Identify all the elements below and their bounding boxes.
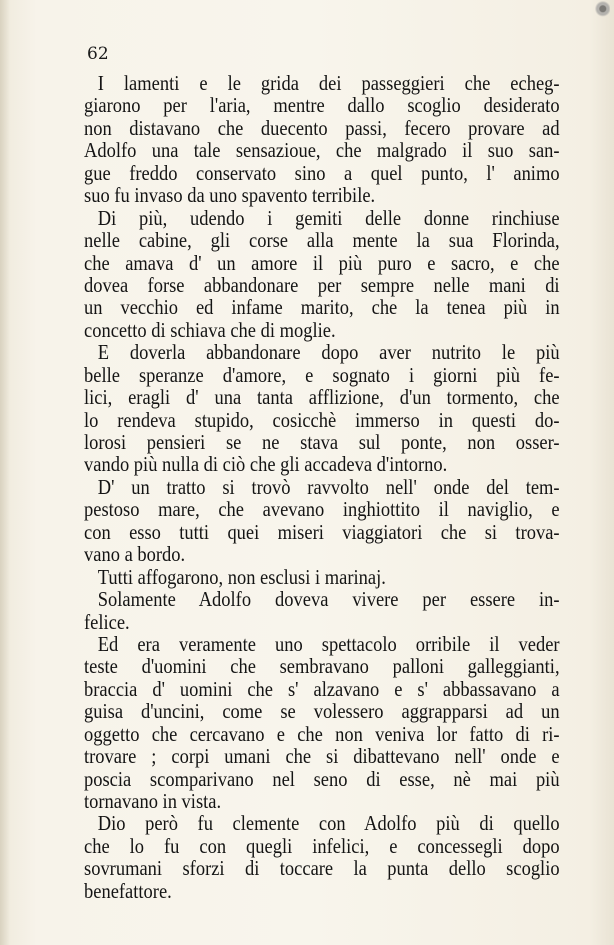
text-line: lorosi pensieri se ne stava sul ponte, non osser- (84, 430, 560, 454)
text-line: felice. (84, 609, 130, 634)
text-line: con esso tutti quei miseri viaggiatori che si trova- (84, 519, 560, 544)
text-line: che lo fu con quegli infelici, e concessegli dopo (84, 833, 560, 858)
text-line: sovrumani sforzi di toccare la punta dello scoglio (84, 856, 560, 881)
text-line: D' un tratto si trovò ravvolto nell' onde del tem- (97, 474, 560, 499)
ink-blot-mark (592, 0, 610, 22)
text-line: Tutti affogarono, non esclusi i marinaj. (97, 564, 386, 589)
text-line: benefattore. (84, 878, 172, 903)
text-line: non distavano che duecento passi, fecero provare ad (84, 115, 560, 140)
text-line: Adolfo una tale sensazioue, che malgrado il suo san- (84, 138, 560, 163)
text-line: Ed era veramente uno spettacolo orribile il veder (97, 631, 560, 656)
text-line: Dio però fu clemente con Adolfo più di quello (97, 811, 560, 836)
text-line: gue freddo conservato sino a quel punto, l' animo (84, 160, 560, 185)
text-line: lici, eragli d' una tanta afflizione, d'un tormento, che (84, 385, 560, 410)
text-line: vano a bordo. (84, 542, 186, 567)
body-text (84, 71, 560, 903)
text-line: I lamenti e le grida dei passeggieri che echeg- (97, 71, 560, 95)
text-line: Solamente Adolfo doveva vivere per essere in- (97, 587, 560, 612)
text-line: dovea forse abbandonare per sempre nelle mani di (84, 272, 560, 297)
text-line: lo rendeva stupido, cosicchè immerso in questi do- (84, 407, 560, 432)
text-line: un vecchio ed infame marito, che la tenea più in (84, 295, 560, 320)
text-line: trovare ; corpi umani che si dibattevano nell' onde e (84, 744, 560, 769)
text-line: oggetto che cercavano e che non veniva lor fatto di ri- (84, 721, 560, 746)
text-line: suo fu invaso da uno spavento terribile. (84, 183, 376, 208)
text-line: tornavano in vista. (84, 789, 222, 813)
text-line: concetto di schiava che di moglie. (84, 317, 336, 342)
text-line: Di più, udendo i gemiti delle donne rinchiuse (97, 205, 560, 230)
text-line: vando più nulla di ciò che gli accadeva d'intorno. (84, 452, 448, 477)
text-line: pestoso mare, che avevano inghiottito il naviglio, e (84, 497, 560, 522)
text-line: E doverla abbandonare dopo aver nutrito le più (97, 340, 560, 365)
page-gutter-shadow (0, 0, 10, 945)
text-line: che amava d' un amore il più puro e sacro, e che (84, 250, 560, 275)
text-line: teste d'uomini che sembravano palloni galleggianti, (84, 654, 560, 679)
text-line: giarono per l'aria, mentre dallo scoglio desiderato (84, 93, 560, 118)
page-number: 62 (87, 44, 109, 64)
text-line: poscia scomparivano nel seno di esse, nè mai più (84, 766, 560, 791)
text-line: nelle cabine, gli corse alla mente la sua Florinda, (84, 228, 560, 253)
text-line: braccia d' uomini che s' alzavano e s' abbassavano a (84, 676, 560, 701)
text-line: belle speranze d'amore, e sognato i giorni più fe- (84, 362, 560, 387)
text-line: guisa d'uncini, come se volessero aggrapparsi ad un (84, 699, 560, 724)
